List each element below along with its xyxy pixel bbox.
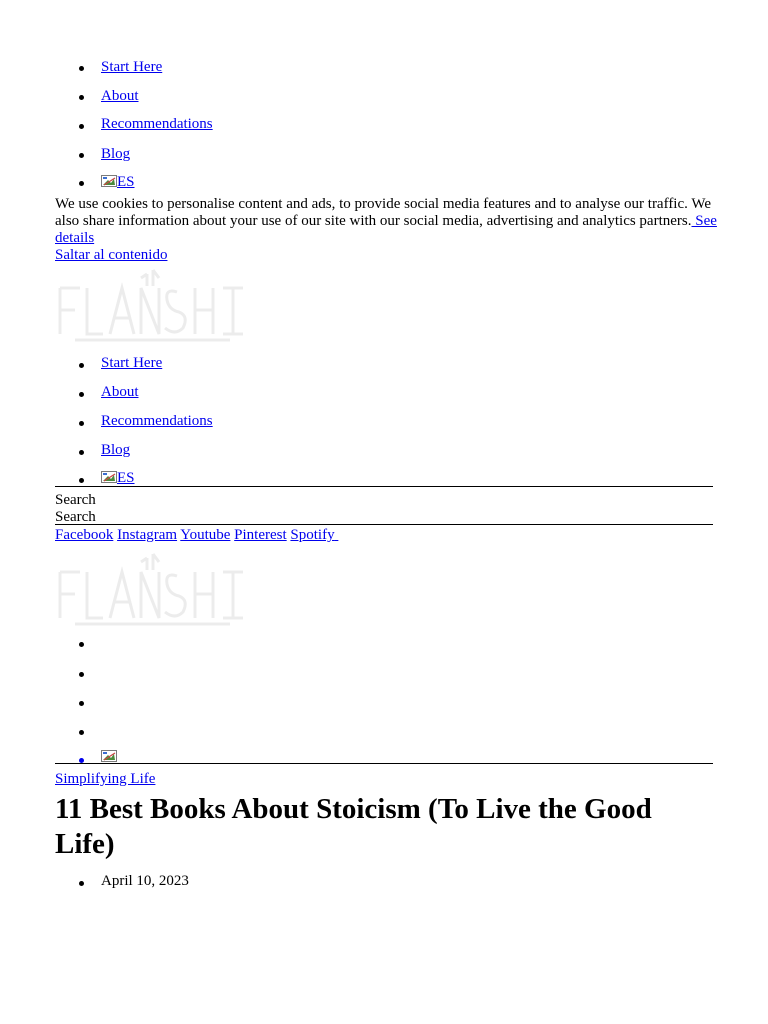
social-link-instagram[interactable]: Instagram bbox=[117, 527, 178, 543]
list-bullet bbox=[79, 363, 84, 368]
language-switch-link[interactable] bbox=[101, 173, 135, 191]
nav-link-blog[interactable]: Blog bbox=[101, 146, 131, 162]
header-nav-link-start-here[interactable]: Start Here bbox=[101, 355, 163, 371]
category-link[interactable]: Simplifying Life bbox=[55, 771, 156, 787]
mobile-nav-item[interactable] bbox=[79, 672, 84, 677]
mobile-nav-item[interactable] bbox=[79, 642, 84, 647]
social-link-spotify[interactable]: Spotify bbox=[290, 527, 335, 543]
social-link-trailing-space[interactable] bbox=[335, 527, 339, 543]
list-bullet bbox=[79, 392, 84, 397]
skip-to-content-link[interactable]: Saltar al contenido bbox=[55, 247, 168, 263]
broken-flag-image-icon[interactable] bbox=[101, 750, 117, 762]
search-button[interactable]: Search bbox=[55, 509, 96, 525]
list-bullet bbox=[79, 66, 84, 71]
cookie-notice-text: We use cookies to personalise content and ads, to provide social media features and to analyse our traffic. We also share information about your use of our site with our social media, advertising and analytics partners. bbox=[55, 196, 711, 229]
list-bullet bbox=[79, 478, 84, 483]
mobile-site-logo[interactable] bbox=[55, 550, 250, 630]
site-logo[interactable] bbox=[55, 266, 250, 346]
list-bullet bbox=[79, 124, 84, 129]
header-nav-link-recommendations[interactable]: Recommendations bbox=[101, 413, 213, 429]
header-nav-link-blog[interactable]: Blog bbox=[101, 442, 131, 458]
mobile-nav-item[interactable] bbox=[79, 701, 84, 706]
list-bullet bbox=[79, 153, 84, 158]
language-label: ES bbox=[117, 174, 135, 190]
broken-flag-image-icon bbox=[101, 175, 117, 187]
divider bbox=[55, 763, 713, 764]
header-language-switch-link[interactable] bbox=[101, 469, 135, 487]
nav-link-about[interactable]: About bbox=[101, 88, 139, 104]
list-bullet bbox=[79, 181, 84, 186]
list-bullet bbox=[79, 450, 84, 455]
language-label: ES bbox=[117, 470, 135, 486]
nav-link-recommendations[interactable]: Recommendations bbox=[101, 116, 213, 132]
broken-flag-image-icon bbox=[101, 471, 117, 483]
social-link-youtube[interactable]: Youtube bbox=[180, 527, 231, 543]
search-input-underline[interactable] bbox=[55, 524, 713, 525]
social-links bbox=[55, 526, 338, 544]
header-nav-link-about[interactable]: About bbox=[101, 384, 139, 400]
post-date: April 10, 2023 bbox=[101, 873, 189, 889]
cookie-notice bbox=[55, 196, 720, 247]
divider bbox=[55, 486, 713, 487]
social-link-facebook[interactable]: Facebook bbox=[55, 527, 114, 543]
list-bullet bbox=[79, 881, 84, 886]
social-link-pinterest[interactable]: Pinterest bbox=[234, 527, 287, 543]
list-bullet bbox=[79, 95, 84, 100]
search-label: Search bbox=[55, 492, 96, 508]
list-bullet bbox=[79, 421, 84, 426]
article-title: 11 Best Books About Stoicism (To Live the Good Life) bbox=[55, 793, 652, 860]
cookie-see-details-link[interactable]: See details bbox=[55, 213, 717, 246]
mobile-nav-item[interactable] bbox=[79, 730, 84, 735]
nav-link-start-here[interactable]: Start Here bbox=[101, 59, 163, 75]
